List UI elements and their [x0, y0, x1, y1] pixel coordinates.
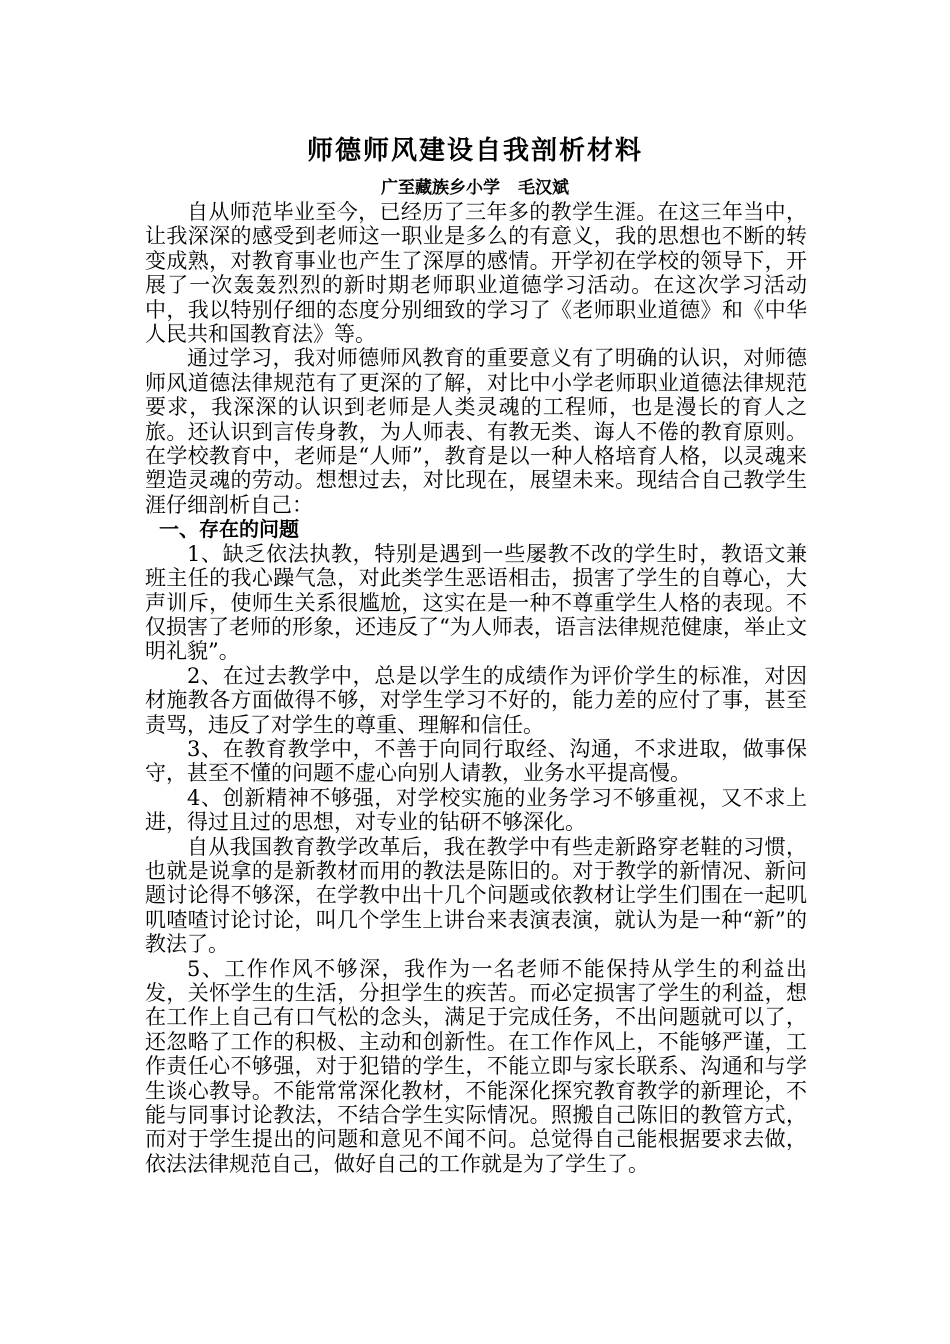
paragraph-issue-1: 1、缺乏依法执教，特别是遇到一些屡教不改的学生时，教语文兼班主任的我心躁气急，对此类学生恶语相击，损害了学生的自尊心，大声训斥，使师生关系很尴尬，这实在是一种不尊重学生人格的表现。不仅损害了老师的形象，还违反了“为人师表，语言法律规范健康，举止文明礼貌”。	[145, 541, 807, 664]
paragraph-issue-2: 2、在过去教学中，总是以学生的成绩作为评价学生的标准，对因材施教各方面做得不够，对学生学习不好的，能力差的应付了事，甚至责骂，违反了对学生的尊重、理解和信任。	[145, 663, 807, 737]
paragraph-intro-2: 通过学习，我对师德师风教育的重要意义有了明确的认识，对师德师风道德法律规范有了更深的了解，对比中小学老师职业道德法律规范要求，我深深的认识到老师是人类灵魂的工程师，也是漫长的育人之旅。还认识到言传身教，为人师表、有教无类、诲人不倦的教育原则。在学校教育中，老师是“人师”，教育是以一种人格培育人格，以灵魂来塑造灵魂的劳动。想想过去，对比现在，展望未来。现结合自己教学生涯仔细剖析自己：	[145, 346, 807, 517]
document-body	[145, 200, 807, 1176]
paragraph-intro-1: 自从师范毕业至今，已经历了三年多的教学生涯。在这三年当中，让我深深的感受到老师这一职业是多么的有意义，我的思想也不断的转变成熟，对教育事业也产生了深厚的感情。开学初在学校的领导下，开展了一次轰轰烈烈的新时期老师职业道德学习活动。在这次学习活动中，我以特别仔细的态度分别细致的学习了《老师职业道德》和《中华人民共和国教育法》等。	[145, 200, 807, 347]
paragraph-issue-4: 4、创新精神不够强，对学校实施的业务学习不够重视，又不求上进，得过且过的思想，对专业的钻研不够深化。	[145, 785, 807, 835]
author-school: 广至藏族乡小学	[381, 178, 500, 198]
paragraph-issue-3: 3、在教育教学中，不善于向同行取经、沟通，不求进取，做事保守，甚至不懂的问题不虚心向别人请教，业务水平提高慢。	[145, 736, 807, 786]
author-line	[0, 176, 950, 200]
author-name: 毛汉斌	[518, 178, 569, 198]
section-heading: 一、存在的问题	[159, 517, 299, 542]
paragraph-issue-4-continued: 自从我国教育教学改革后，我在教学中有些走新路穿老鞋的习惯，也就是说拿的是新教材而用的教法是陈旧的。对于教学的新情况、新问题讨论得不够深，在学教中出十几个问题或依教材让学生们围在一起叽叽喳喳讨论讨论，叫几个学生上讲台来表演表演，就认为是一种“新”的教法了。	[145, 834, 807, 957]
paragraph-issue-5: 5、工作作风不够深，我作为一名老师不能保持从学生的利益出发，关怀学生的生活，分担学生的疾苦。而必定损害了学生的利益，想在工作上自己有口气松的念头，满足于完成任务，不出问题就可以了，还忽略了工作的积极、主动和创新性。在工作作风上，不能够严谨，工作责任心不够强，对于犯错的学生，不能立即与家长联系、沟通和与学生谈心教导。不能常常深化教材，不能深化探究教育教学的新理论，不能与同事讨论教法，不结合学生实际情况。照搬自己陈旧的教管方式，而对于学生提出的问题和意见不闻不问。总觉得自己能根据要求去做，依法法律规范自己，做好自己的工作就是为了学生了。	[145, 956, 807, 1176]
document-title: 师德师风建设自我剖析材料	[306, 136, 643, 166]
